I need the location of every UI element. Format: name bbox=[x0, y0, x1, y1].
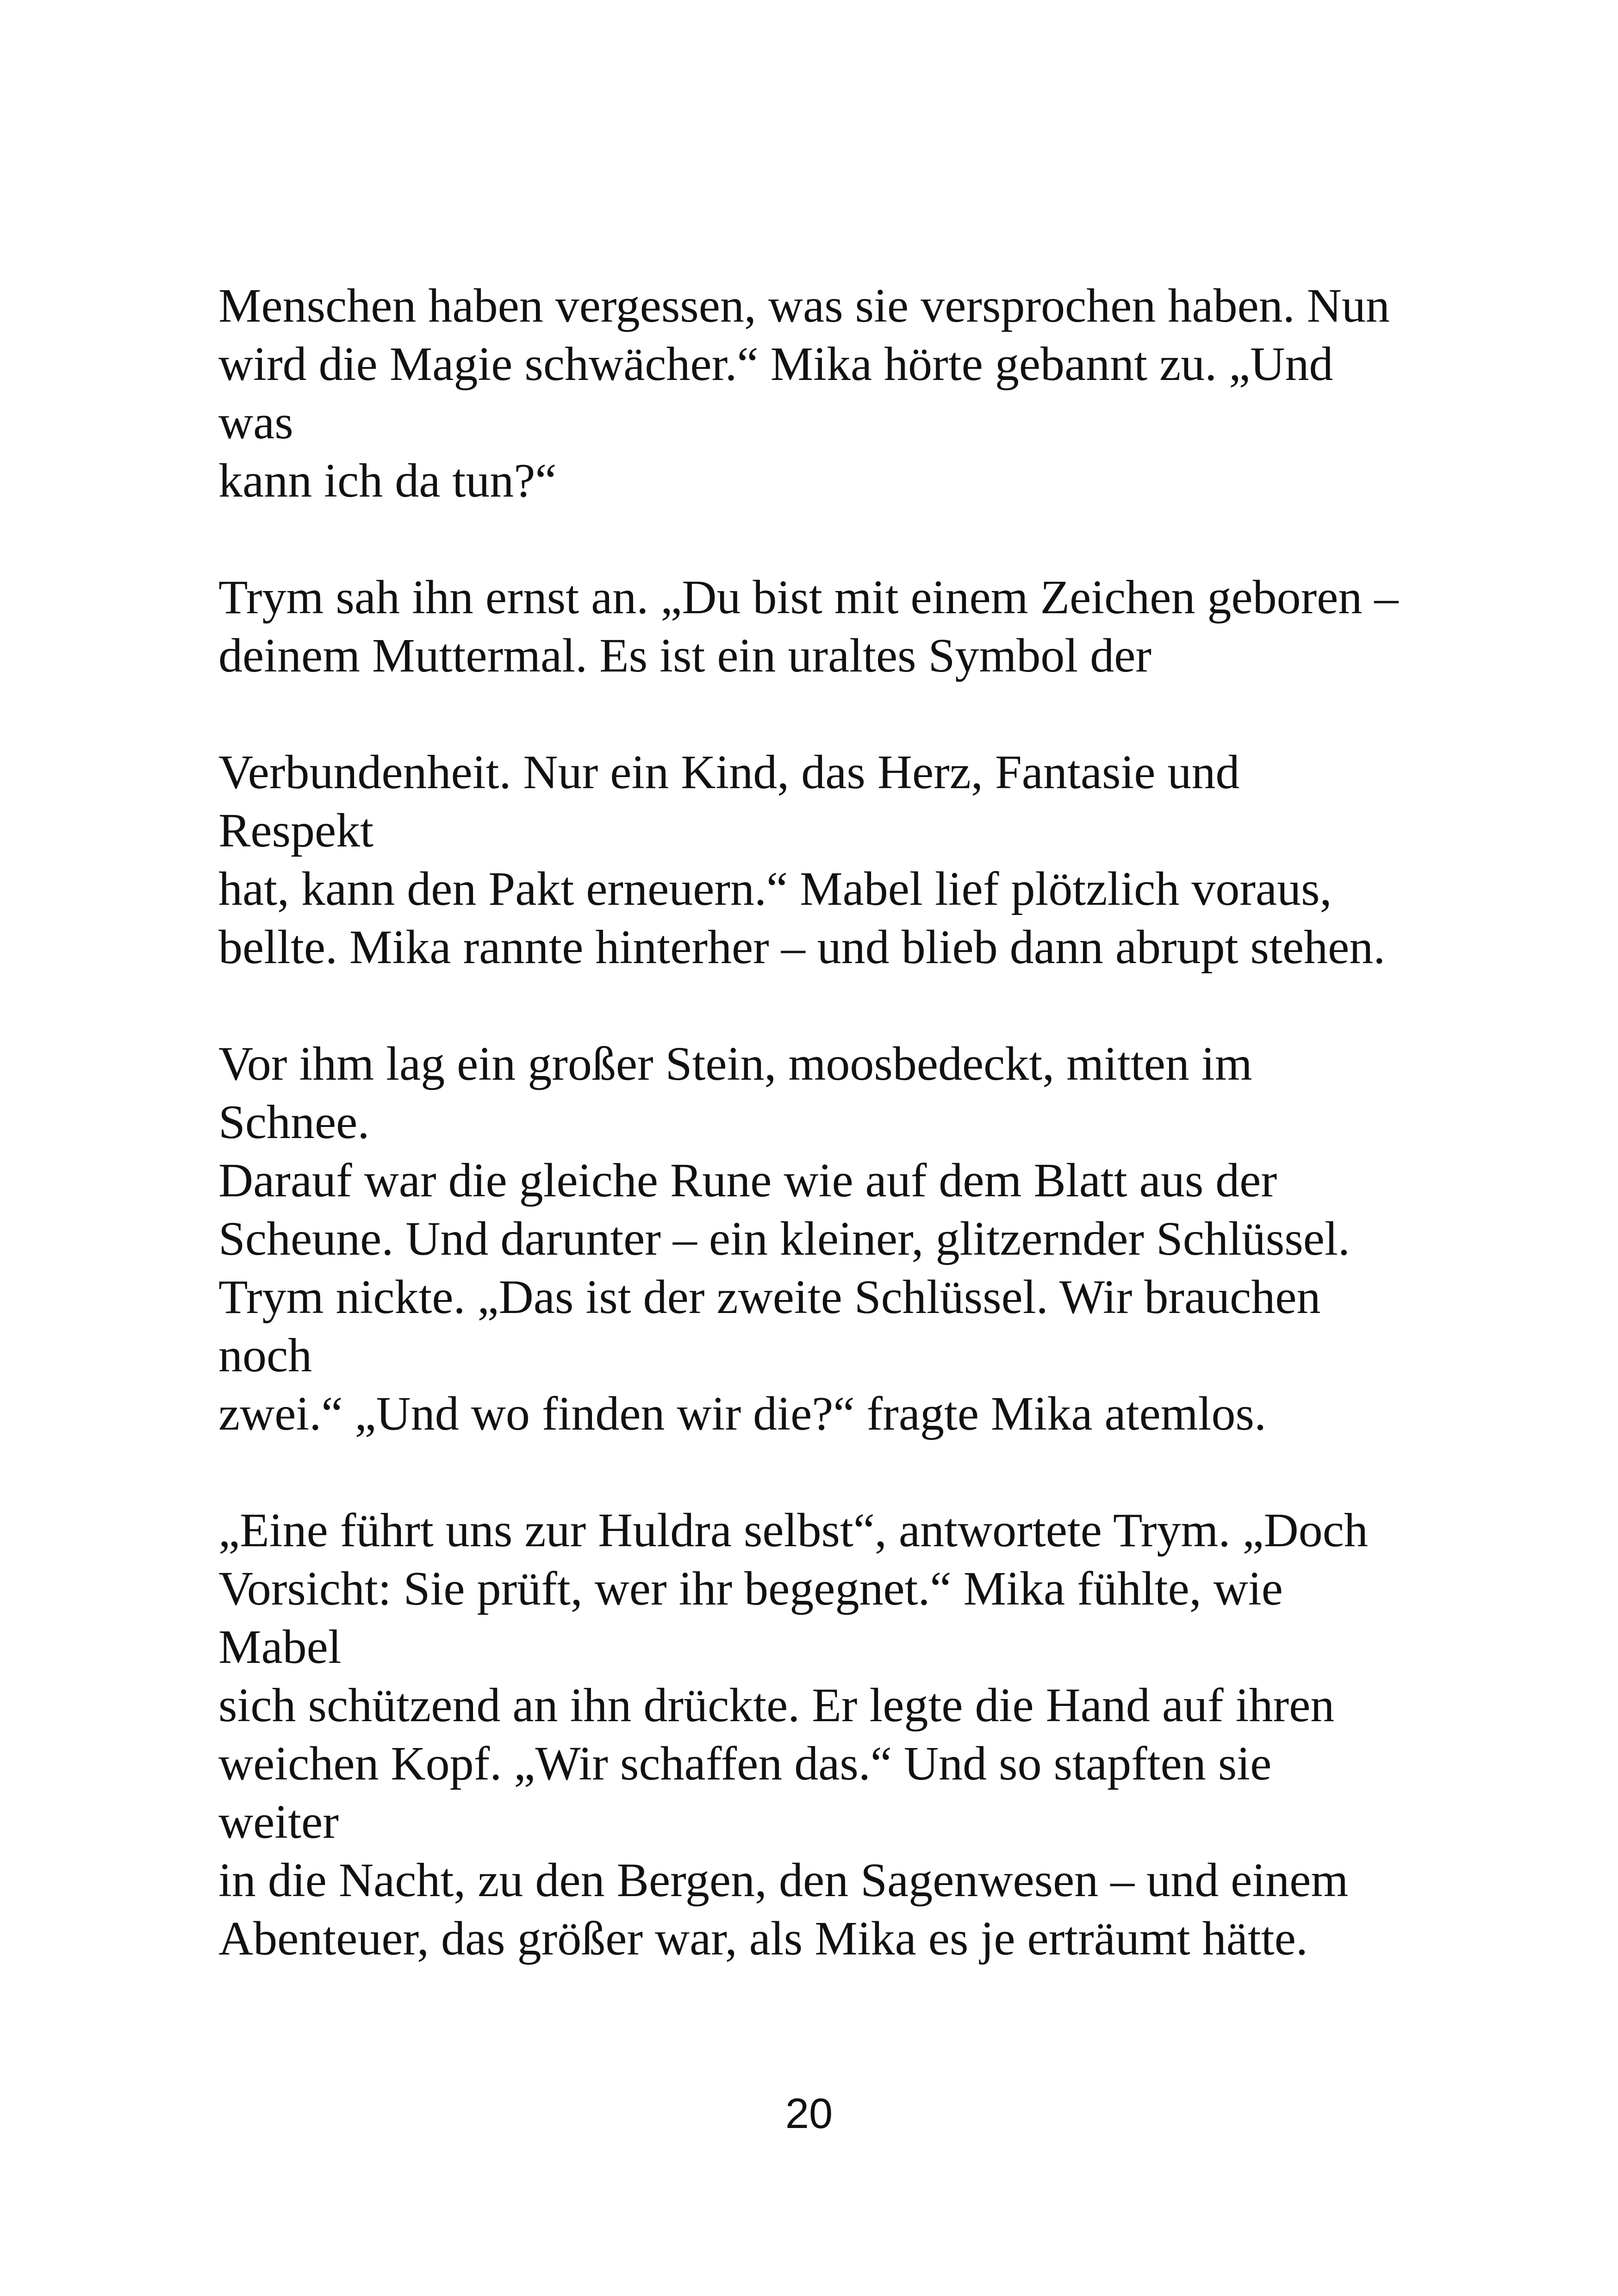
paragraph-2: Trym sah ihn ernst an. „Du bist mit einem Zeichen geboren – deinem Muttermal. Es ist ein uraltes Symbol der bbox=[218, 571, 1399, 682]
page-number: 20 bbox=[785, 2090, 833, 2137]
body-text bbox=[218, 277, 1403, 1968]
paragraph-3: Verbundenheit. Nur ein Kind, das Herz, Fantasie und Respekt hat, kann den Pakt erneuern.“ Mabel lief plötzlich voraus, bellte. Mika rannte hinterher – und blieb dann abrupt stehen. bbox=[218, 746, 1386, 974]
paragraph-1: Menschen haben vergessen, was sie versprochen haben. Nun wird die Magie schwächer.“ Mika hörte gebannt zu. „Und was kann ich da tun?“ bbox=[218, 279, 1390, 507]
paragraph-4: Vor ihm lag ein großer Stein, moosbedeckt, mitten im Schnee. Darauf war die gleiche Rune wie auf dem Blatt aus der Scheune. Und darunter – ein kleiner, glitzernder Schlüssel. Trym nickte. „Das ist der zweite Schlüssel. Wir brauchen noch zwei.“ „Und wo finden wir die?“ fragte Mika atemlos. bbox=[218, 1037, 1350, 1440]
paragraph-5: „Eine führt uns zur Huldra selbst“, antwortete Trym. „Doch Vorsicht: Sie prüft, wer ihr begegnet.“ Mika fühlte, wie Mabel sich schützend an ihn drückte. Er legte die Hand auf ihren weichen Kopf. „Wir schaffen das.“ Und so stapften sie weiter in die Nacht, zu den Bergen, den Sagenwesen – und einem Abenteuer, das größer war, als Mika es je erträumt hätte. bbox=[218, 1504, 1368, 1965]
